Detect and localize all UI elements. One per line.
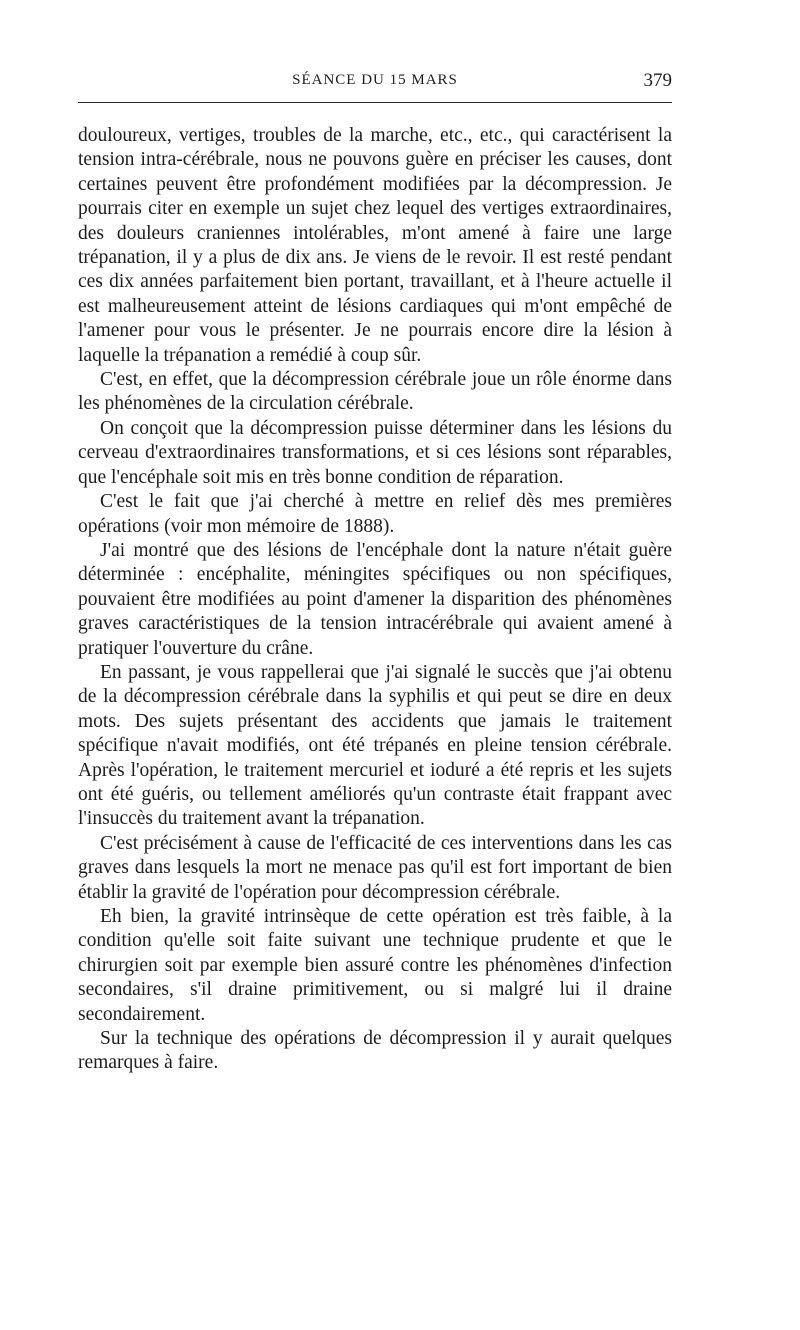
header-rule xyxy=(78,102,672,103)
body-text xyxy=(78,124,672,1076)
paragraph-1: douloureux, vertiges, troubles de la marche, etc., etc., qui caractérisent la tension intra-cérébrale, nous ne pouvons guère en préciser les causes, dont certaines peuvent être profondément modifiées par la décompression. Je pourrais citer en exemple un sujet chez lequel des vertiges extraordinaires, des douleurs craniennes intolérables, m'ont amené à faire une large trépanation, il y a plus de dix ans. Je viens de le revoir. Il est resté pendant ces dix années parfaitement bien portant, travaillant, et à l'heure actuelle il est malheureusement atteint de lésions cardiaques qui m'ont empêché de l'amener pour vous le présenter. Je ne pourrais encore dire la lésion à laquelle la trépanation a remédié à coup sûr. xyxy=(78,125,672,366)
paragraph-3: On conçoit que la décompression puisse déterminer dans les lésions du cerveau d'extraordinaires transformations, et si ces lésions sont réparables, que l'encéphale soit mis en très bonne condition de réparation. xyxy=(78,417,672,488)
paragraph-2: C'est, en effet, que la décompression cérébrale joue un rôle énorme dans les phénomènes de la circulation cérébrale. xyxy=(78,369,672,415)
paragraph-8: Eh bien, la gravité intrinsèque de cette opération est très faible, à la condition qu'elle soit faite suivant une technique prudente et que le chirurgien soit par exemple bien assuré contre les phénomènes d'infection secondaires, s'il draine primitivement, ou si malgré lui il draine secondairement. xyxy=(78,906,672,1025)
running-head xyxy=(78,68,672,98)
paragraph-6: En passant, je vous rappellerai que j'ai signalé le succès que j'ai obtenu de la décompression cérébrale dans la syphilis et qui peut se dire en deux mots. Des sujets présentant des accidents que jamais le traitement spécifique n'avait modifiés, ont été trépanés en pleine tension cérébrale. Après l'opération, le traitement mercuriel et ioduré a été repris et les sujets ont été guéris, ou tellement améliorés qu'un contraste était frappant avec l'insuccès du traitement avant la trépanation. xyxy=(78,661,672,830)
paragraph-7: C'est précisément à cause de l'efficacité de ces interventions dans les cas graves dans lesquels la mort ne menace pas qu'il est fort important de bien établir la gravité de l'opération pour décompression cérébrale. xyxy=(78,832,672,903)
paragraph-5: J'ai montré que des lésions de l'encéphale dont la nature n'était guère déterminée : encéphalite, méningites spécifiques ou non spécifiques, pouvaient être modifiées au point d'amener la disparition des phénomènes graves caractéristiques de la tension intracérébrale qui avaient amené à pratiquer l'ouverture du crâne. xyxy=(78,539,672,659)
page-number: 379 xyxy=(643,70,672,91)
paragraph-9: Sur la technique des opérations de décompression il y aurait quelques remarques à faire. xyxy=(78,1028,672,1074)
running-title: SÉANCE DU 15 MARS xyxy=(292,72,458,88)
paragraph-4: C'est le fait que j'ai cherché à mettre en relief dès mes premières opérations (voir mon mémoire de 1888). xyxy=(78,491,672,537)
